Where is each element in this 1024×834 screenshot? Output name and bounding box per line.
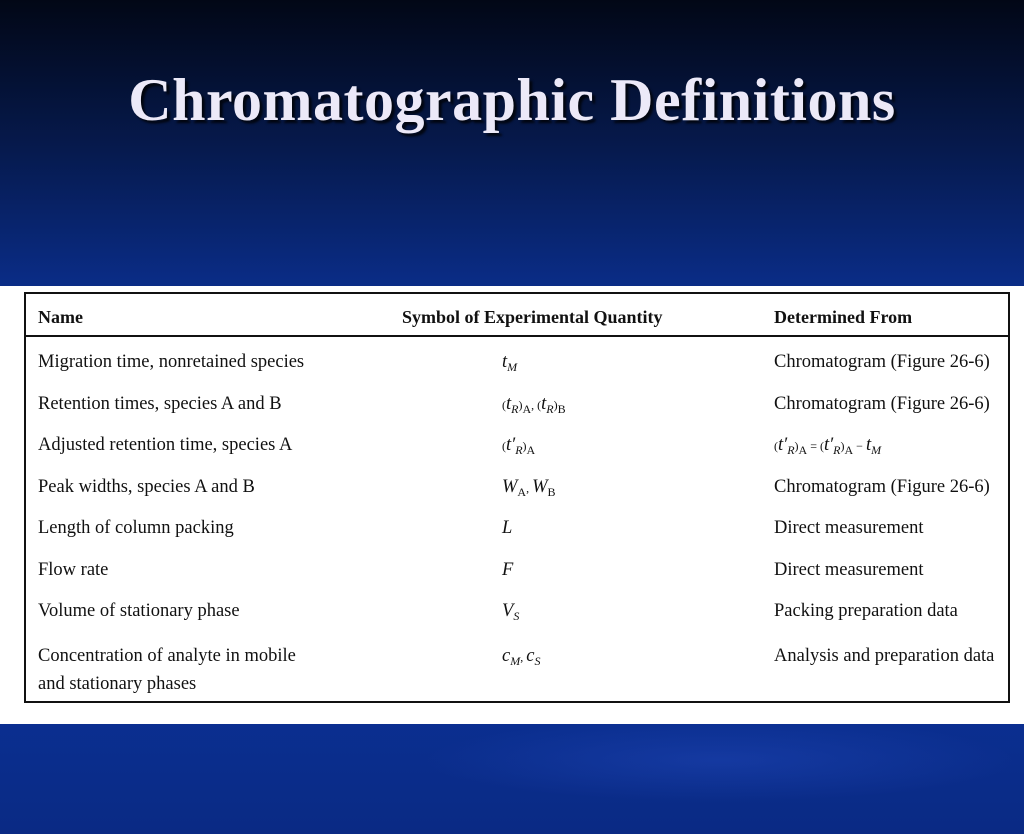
slide-title: Chromatographic Definitions — [128, 67, 896, 133]
row-source: $(t'_R)_A = (t'_R)_A - t_M$ — [774, 435, 882, 457]
row-symbol: $W_A$, $W_B$ — [502, 477, 556, 499]
row-name-line2: and stationary phases — [38, 674, 197, 694]
row-source: Direct measurement — [774, 518, 924, 538]
row-source: Chromatogram (Figure 26-6) — [774, 394, 990, 414]
table-row — [26, 518, 1008, 559]
table-row — [26, 601, 1008, 642]
row-source: Packing preparation data — [774, 601, 958, 621]
row-source: Analysis and preparation data — [774, 646, 995, 666]
row-symbol: $(t'_R)_A$ — [502, 435, 536, 457]
row-name: Volume of stationary phase — [38, 601, 240, 621]
row-symbol: $(t_R)_A$, $(t_R)_B$ — [502, 394, 566, 416]
table-header-row — [26, 294, 1008, 337]
row-source: Chromatogram (Figure 26-6) — [774, 352, 990, 372]
table-row — [26, 394, 1008, 435]
row-name-line1: Concentration of analyte in mobile — [38, 646, 296, 666]
header-symbol: Symbol of Experimental Quantity — [402, 307, 663, 327]
row-symbol: F — [502, 560, 514, 580]
row-symbol: $t_M$ — [502, 352, 518, 374]
table-row — [26, 646, 1008, 702]
table-row — [26, 352, 1008, 393]
row-name: Retention times, species A and B — [38, 394, 282, 414]
row-symbol: $V_S$ — [502, 601, 520, 623]
row-name: Flow rate — [38, 560, 109, 580]
header-name: Name — [38, 307, 83, 327]
row-name: Migration time, nonretained species — [38, 352, 305, 372]
table-row — [26, 477, 1008, 518]
row-source: Direct measurement — [774, 560, 924, 580]
table-row — [26, 435, 1008, 476]
table-row — [26, 560, 1008, 601]
row-name: Adjusted retention time, species A — [38, 435, 293, 455]
row-source: Chromatogram (Figure 26-6) — [774, 477, 990, 497]
table-image — [0, 286, 1024, 724]
row-name: Peak widths, species A and B — [38, 477, 255, 497]
row-name — [38, 642, 296, 698]
row-symbol: $c_M$, $c_S$ — [502, 646, 541, 668]
header-determined-from: Determined From — [774, 307, 913, 327]
definitions-table — [24, 292, 1010, 703]
row-name: Length of column packing — [38, 518, 234, 538]
row-symbol: L — [502, 518, 513, 538]
